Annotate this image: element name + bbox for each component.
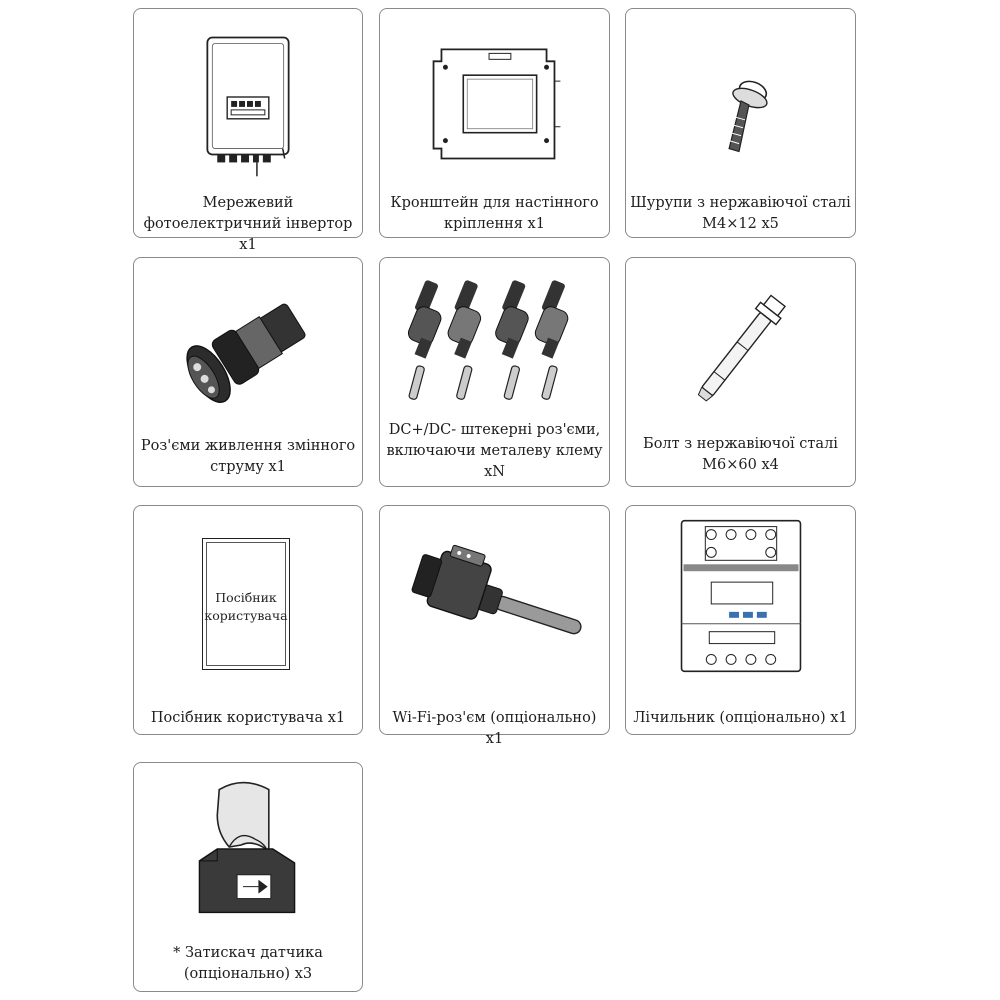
wifi-dongle-icon [380,506,609,686]
package-item-dc-connectors [379,257,610,487]
wall-bracket-icon [380,9,609,184]
item-caption: Лічильник (опціонально) x1 [633,710,848,726]
item-caption: Роз'єми живлення змінного струму x1 [140,438,356,475]
manual-icon [202,538,290,670]
item-caption: Wi-Fi-роз'єм (опціонально) x1 [392,710,597,747]
ct-clamp-icon [134,763,362,933]
package-item-wall-bracket [379,8,610,238]
package-item-expansion-bolt [625,257,856,487]
item-caption: DC+/DC- штекерні роз'єми, включаючи металеву клему xN [386,422,603,480]
item-caption: Кронштейн для настінного кріплення x1 [390,195,599,232]
item-caption: Шурупи з нержавіючої сталі M4×12 x5 [630,195,851,232]
ac-connector-icon [134,258,362,428]
screw-icon [626,9,855,184]
package-item-wifi-dongle [379,505,610,747]
inverter-icon [134,9,362,184]
expansion-bolt-icon [626,258,855,428]
item-caption: * Затискач датчика (опціонально) x3 [173,945,323,982]
package-item-ac-connector [133,257,363,487]
manual-cover-title: Посібник [215,590,277,605]
meter-icon [626,506,855,686]
package-item-meter [625,505,856,735]
package-item-inverter [133,8,363,253]
item-caption: Посібник користувача x1 [150,710,346,726]
package-item-screws [625,8,856,238]
dc-connectors-icon [380,258,609,418]
package-item-manual [133,505,363,735]
item-caption: Мережевий фотоелектричний інвертор x1 [143,195,353,253]
item-caption: Болт з нержавіючої сталі M6×60 x4 [643,436,838,473]
manual-cover-subtitle: користувача [204,608,288,623]
package-item-ct-clamp [133,762,363,992]
